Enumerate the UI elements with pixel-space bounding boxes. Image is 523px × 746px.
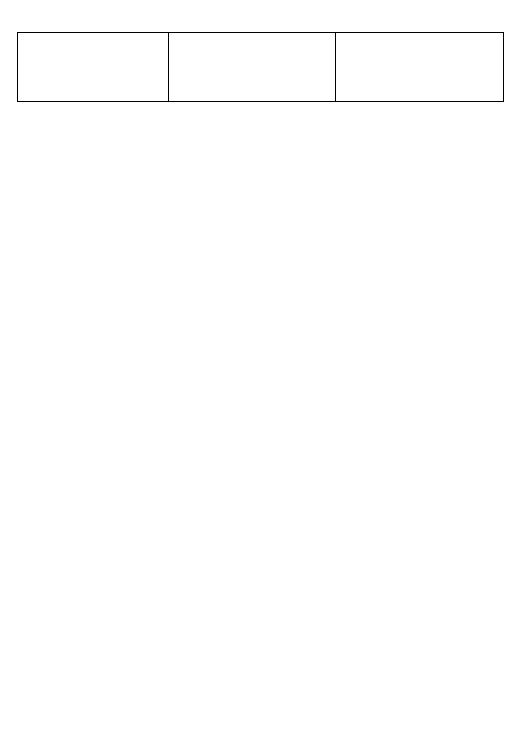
header-per-capita <box>168 33 336 102</box>
table-header-row <box>18 33 504 102</box>
header-gnp <box>336 33 504 102</box>
happiness-unemployment-chart <box>0 490 523 746</box>
header-country <box>18 33 169 102</box>
gnp-table <box>17 32 504 102</box>
